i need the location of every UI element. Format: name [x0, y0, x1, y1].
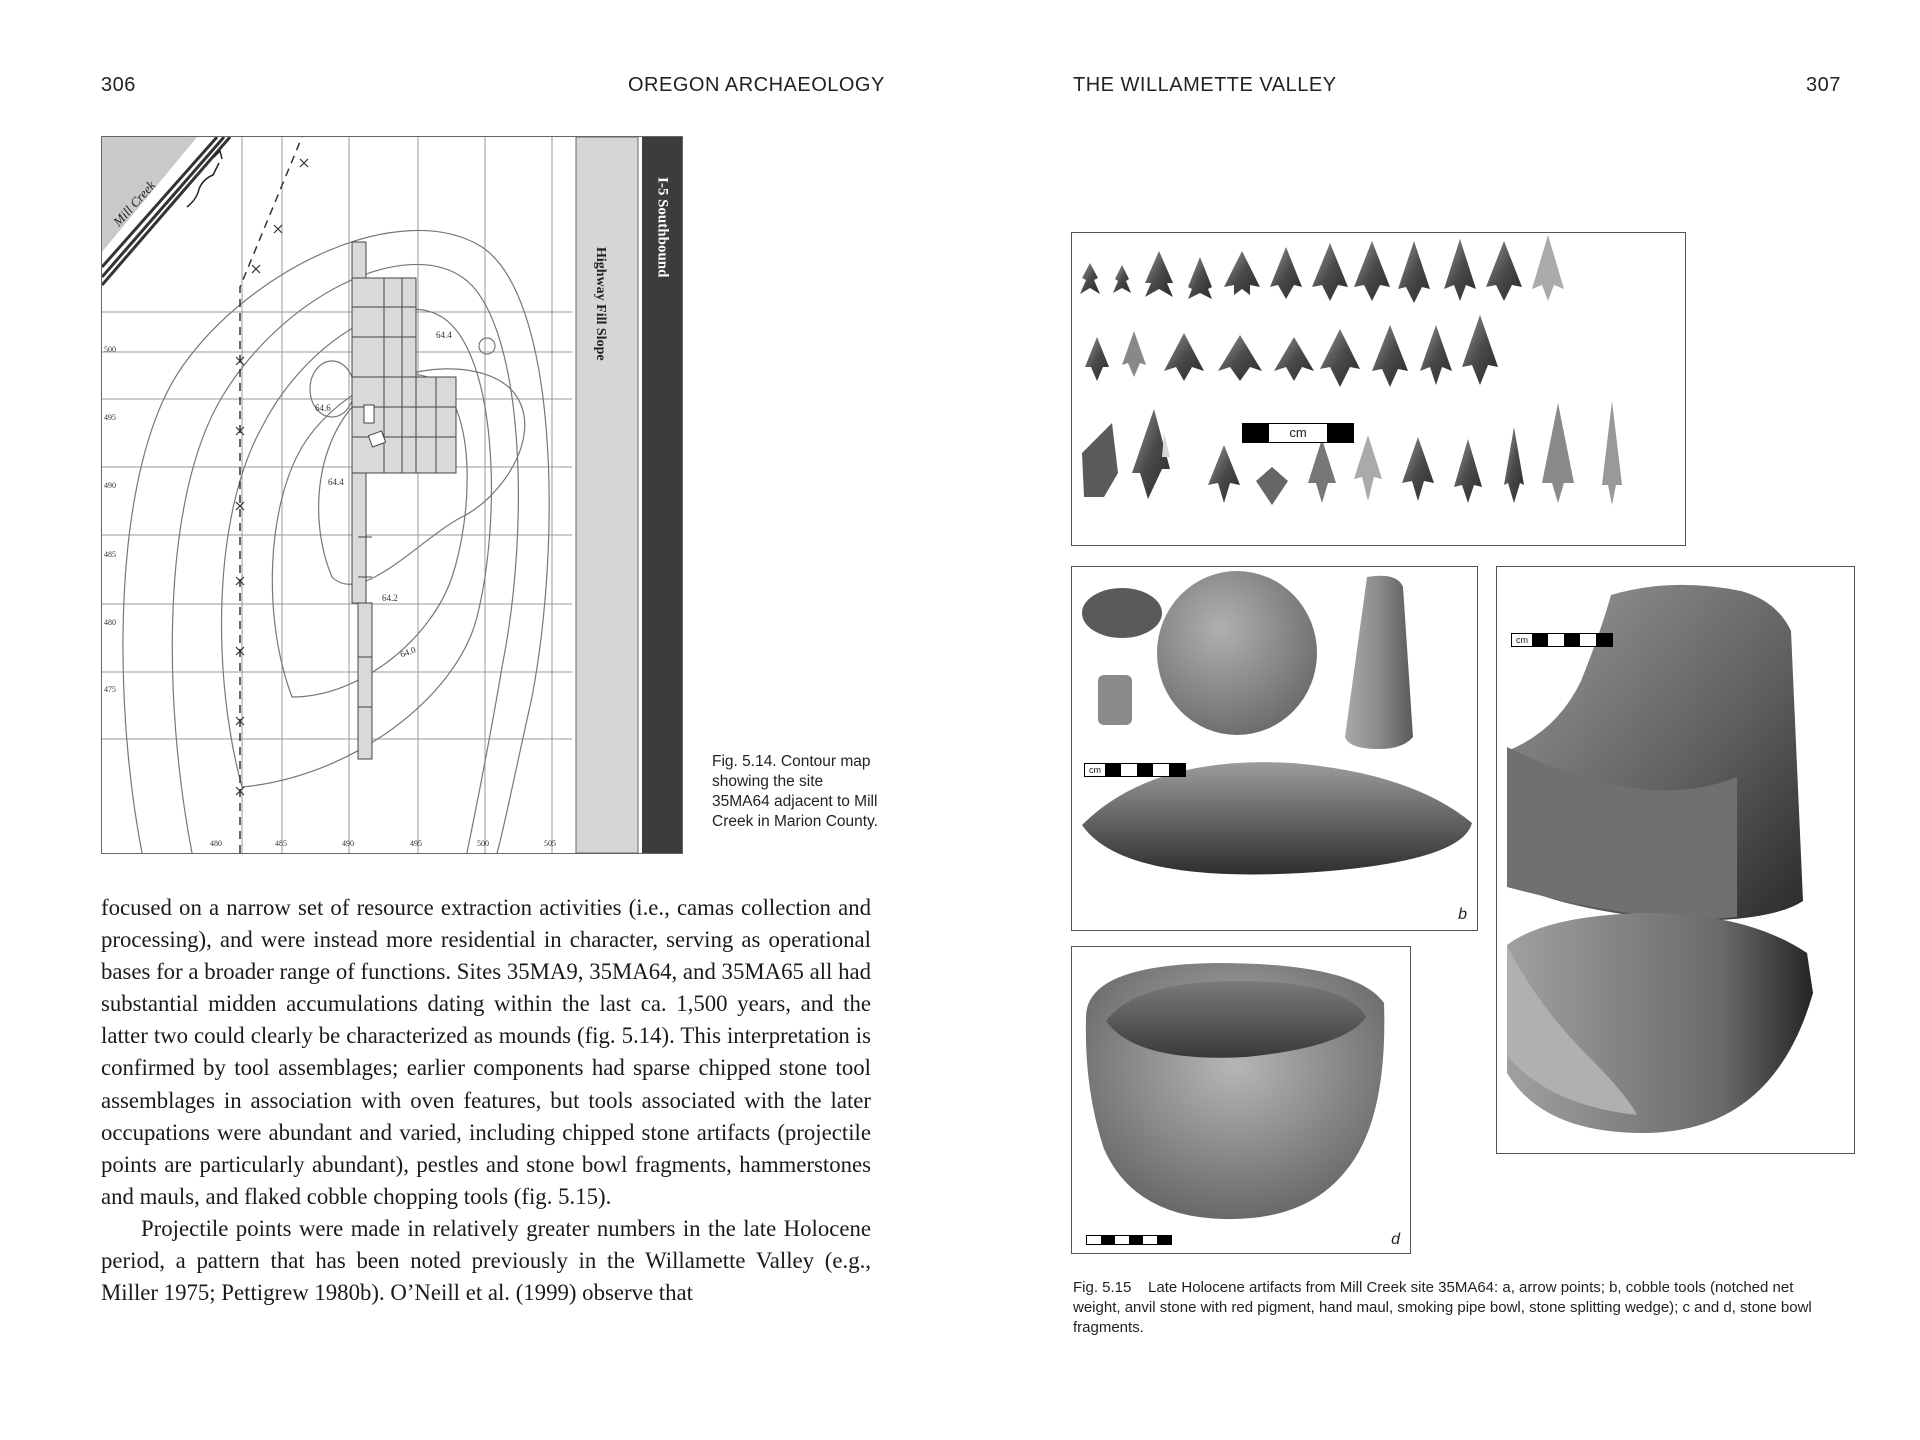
- figure-5-15-caption-text: Late Holocene artifacts from Mill Creek site 35MA64: a, arrow points; b, cobble tools (notched net weight, anvil stone with red pigment, hand maul, smoking pipe bowl, stone splitting wedge); c and d, stone bowl fragments.: [1073, 1279, 1812, 1336]
- figure-5-14-caption: Fig. 5.14. Contour map showing the site 35MA64 adjacent to Mill Creek in Marion County.: [712, 753, 878, 830]
- body-paragraph-1: focused on a narrow set of resource extraction activities (i.e., camas collection and processing), and were instead more residential in character, serving as operational bases for a broader range of functions. Sites 35MA9, 35MA64, and 35MA65 all had substantial midden accumulations dating within the last ca. 1,500 years, and the latter two could clearly be characterized as mounds (fig. 5.14). This interpretation is confirmed by tool assemblages; earlier components had sparse chipped stone tool assemblages in association with oven features, but tools associated with the later occupations were abundant and varied, including chipped stone artifacts (projectile points are particularly abundant), pestles and stone bowl fragments, hammerstones and mauls, and flaked cobble chopping tools (fig. 5.15).: [101, 895, 871, 1209]
- y-tick: 485: [104, 550, 116, 559]
- figure-5-15-caption-prefix: Fig. 5.15: [1073, 1279, 1132, 1296]
- stone-bowl-d-panel: [1071, 946, 1411, 1254]
- small-scale-label: cm: [1512, 634, 1532, 646]
- y-tick: 490: [104, 481, 116, 490]
- scale-bar-label: cm: [1269, 424, 1327, 442]
- y-tick: 500: [104, 345, 116, 354]
- contour-map-drawing: [102, 137, 682, 853]
- scale-bar-cm: [1242, 423, 1354, 443]
- contour-label: 64.4: [436, 330, 452, 340]
- figure-5-15-caption: [1073, 1278, 1833, 1338]
- stone-bowl-fragment-c-drawing: [1497, 567, 1854, 1153]
- x-tick: 490: [342, 839, 354, 848]
- small-scale-bar: [1084, 763, 1186, 777]
- cobble-tools-panel: [1071, 566, 1478, 931]
- left-running-title: OREGON ARCHAEOLOGY: [628, 74, 885, 96]
- y-tick: 480: [104, 618, 116, 627]
- creek-label: Mill Creek: [110, 177, 159, 230]
- contour-label: 64.2: [382, 593, 398, 603]
- small-scale-label: cm: [1085, 764, 1105, 776]
- small-scale-bar: [1511, 633, 1613, 647]
- x-tick: 485: [275, 839, 287, 848]
- y-tick: 475: [104, 685, 116, 694]
- contour-label: 64.0: [398, 644, 417, 660]
- stone-bowl-fragment-c-panel: [1496, 566, 1855, 1154]
- body-paragraph-2: Projectile points were made in relatively greater numbers in the late Holocene period, a pattern that has been noted previously in the Willamette Valley (e.g., Miller 1975; Pettigrew 1980b). O’Neill et al. (1999) observe that: [101, 1215, 871, 1306]
- cobble-tools-drawing: [1072, 567, 1477, 930]
- x-tick: 500: [477, 839, 489, 848]
- stone-bowl-d-drawing: [1072, 947, 1410, 1253]
- contour-label: 64.4: [328, 477, 344, 487]
- arrow-points-drawing: [1072, 233, 1685, 545]
- panel-b-label: b: [1458, 906, 1467, 923]
- contour-label: 64.6: [315, 403, 331, 413]
- fill-slope-label: Highway Fill Slope: [593, 247, 608, 361]
- contour-map: [101, 136, 683, 854]
- y-tick: 495: [104, 413, 116, 422]
- small-scale-bar: [1086, 1235, 1172, 1245]
- right-running-title: THE WILLAMETTE VALLEY: [1073, 74, 1337, 96]
- highway-band: [642, 167, 682, 467]
- highway-label: I-5 Southbound: [654, 177, 671, 278]
- x-tick: 505: [544, 839, 556, 848]
- x-tick: 480: [210, 839, 222, 848]
- arrow-points-panel: [1071, 232, 1686, 546]
- panel-d-label: d: [1391, 1231, 1400, 1248]
- left-page-number: 306: [101, 74, 136, 96]
- x-tick: 495: [410, 839, 422, 848]
- body-text: [101, 892, 871, 1309]
- right-page-number: 307: [1806, 74, 1841, 96]
